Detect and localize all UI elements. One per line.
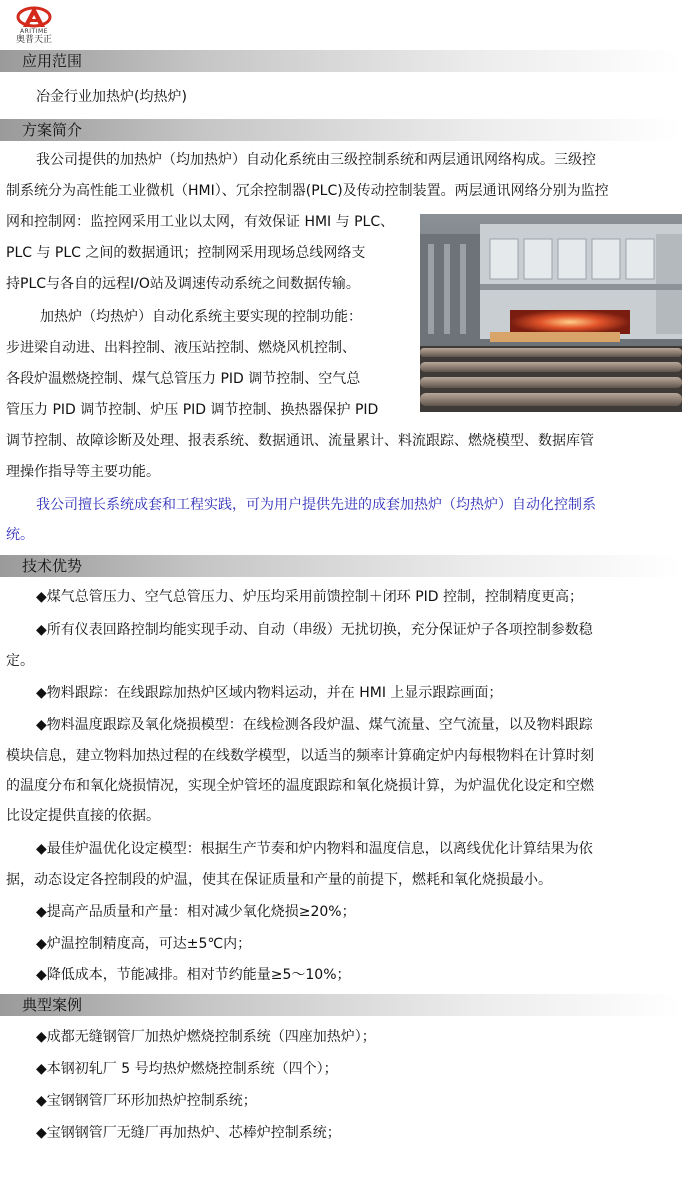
case-line: ◆宝钢钢管厂无缝厂再加热炉、芯棒炉控制系统； <box>36 1125 341 1141</box>
logo-mark-icon <box>11 4 57 28</box>
section-title: 方案简介 <box>22 121 83 139</box>
intro-highlight-line: 统。 <box>6 527 34 543</box>
advantage-line: 的温度分布和氧化烧损情况，实现全炉管坯的温度跟踪和氧化烧损计算，为炉温优化设定和空燃 <box>6 778 594 794</box>
advantage-line: 比设定提供直接的依据。 <box>6 808 160 824</box>
advantage-line: ◆煤气总管压力、空气总管压力、炉压均采用前馈控制＋闭环 PID 控制，控制精度更高； <box>36 589 584 605</box>
scope-text: 冶金行业加热炉(均热炉) <box>36 89 187 105</box>
advantage-line: ◆物料跟踪：在线跟踪加热炉区域内物料运动，并在 HMI 上显示跟踪画面； <box>36 685 503 701</box>
intro-line: 理操作指导等主要功能。 <box>6 464 160 480</box>
advantage-line: ◆降低成本，节能减排。相对节约能量≥5～10%； <box>36 967 351 983</box>
section-header-intro <box>0 119 682 141</box>
intro-line: 我公司提供的加热炉（均加热炉）自动化系统由三级控制系统和两层通讯网络构成。三级控 <box>36 152 596 168</box>
section-title: 技术优势 <box>22 557 83 575</box>
intro-line: 持PLC与各自的远程I/O站及调速传动系统之间数据传输。 <box>6 276 360 292</box>
case-line: ◆本钢初轧厂 5 号均热炉燃烧控制系统（四个）； <box>36 1061 338 1077</box>
intro-highlight-line: 我公司擅长系统成套和工程实践，可为用户提供先进的成套加热炉（均热炉）自动化控制系 <box>36 497 596 513</box>
case-line: ◆成都无缝钢管厂加热炉燃烧控制系统（四座加热炉）； <box>36 1029 376 1045</box>
advantage-line: 模块信息，建立物料加热过程的在线数学模型，以适当的频率计算确定炉内每根物料在计算时刻 <box>6 748 594 764</box>
advantage-line: 定。 <box>6 653 34 669</box>
advantage-line: ◆所有仪表回路控制均能实现手动、自动（串级）无扰切换，充分保证炉子各项控制参数稳 <box>36 622 593 638</box>
section-header-cases <box>0 994 682 1016</box>
advantage-line: ◆物料温度跟踪及氧化烧损模型：在线检测各段炉温、煤气流量、空气流量，以及物料跟踪 <box>36 717 593 733</box>
intro-line: 网和控制网：监控网采用工业以太网，有效保证 HMI 与 PLC、 <box>6 214 395 230</box>
logo-chinese-text: 奥普天正 <box>15 35 52 45</box>
intro-line: 调节控制、故障诊断及处理、报表系统、数据通讯、流量累计、料流跟踪、燃烧模型、数据库管 <box>6 433 594 449</box>
advantage-line: 据，动态设定各控制段的炉温，使其在保证质量和产量的前提下，燃耗和氧化烧损最小。 <box>6 872 552 888</box>
advantage-line: ◆最佳炉温优化设定模型：根据生产节奏和炉内物料和温度信息，以离线优化计算结果为依 <box>36 841 593 857</box>
intro-line: 管压力 PID 调节控制、炉压 PID 调节控制、换热器保护 PID <box>6 402 379 418</box>
section-header-scope <box>0 50 682 72</box>
section-title: 典型案例 <box>22 996 83 1014</box>
furnace-photo <box>420 214 682 412</box>
company-logo <box>10 4 58 48</box>
intro-line: 制系统分为高性能工业微机（HMI）、冗余控制器(PLC)及传动控制装置。两层通讯网络分别为监控 <box>6 183 609 199</box>
intro-line: PLC 与 PLC 之间的数据通讯；控制网采用现场总线网络支 <box>6 245 366 261</box>
case-line: ◆宝钢钢管厂环形加热炉控制系统； <box>36 1093 257 1109</box>
advantage-line: ◆炉温控制精度高，可达±5℃内； <box>36 936 252 952</box>
intro-line: 步进梁自动进、出料控制、液压站控制、燃烧风机控制、 <box>6 340 356 356</box>
intro-line: 各段炉温燃烧控制、煤气总管压力 PID 调节控制、空气总 <box>6 371 361 387</box>
section-title: 应用范围 <box>22 52 83 70</box>
intro-line: 加热炉（均热炉）自动化系统主要实现的控制功能： <box>40 309 362 325</box>
advantage-line: ◆提高产品质量和产量：相对减少氧化烧损≥20%； <box>36 904 356 920</box>
logo-english-text: ARITIME <box>20 28 48 35</box>
section-header-advantages <box>0 555 682 577</box>
